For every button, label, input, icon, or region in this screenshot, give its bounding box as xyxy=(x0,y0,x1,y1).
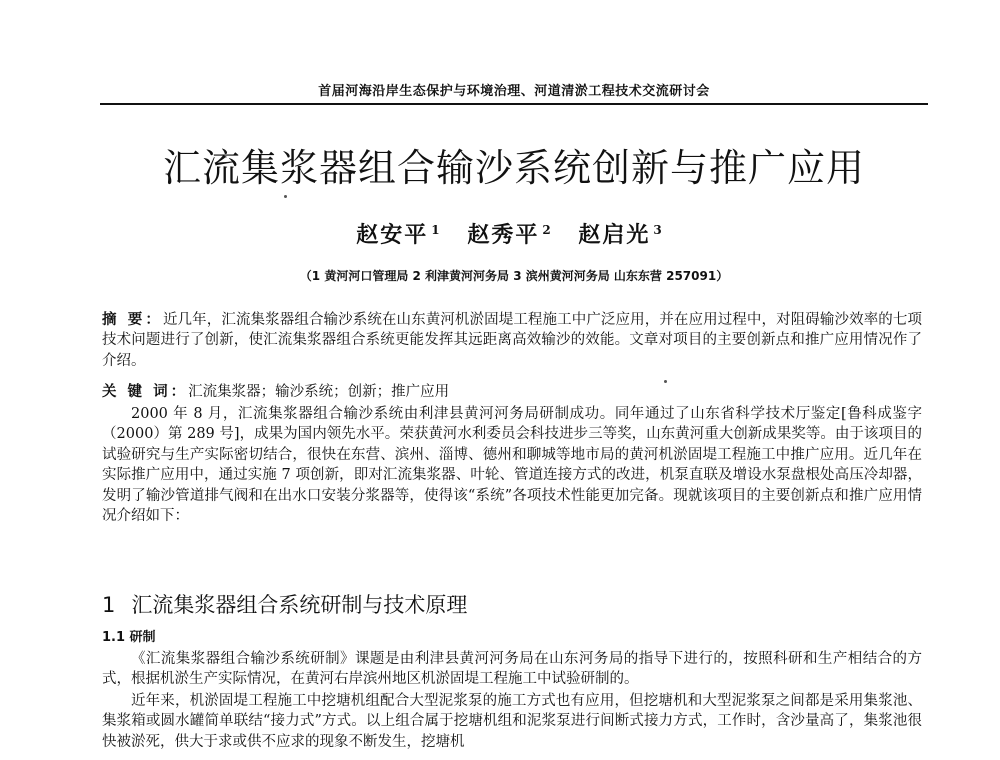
author-1 xyxy=(356,222,441,248)
author-affiliation-mark: 3 xyxy=(653,222,664,237)
paper-title: 汇流集浆器组合输沙系统创新与推广应用 xyxy=(162,146,865,190)
body-paragraph-2: 近年来，机淤固堤工程施工中挖塘机组配合大型泥浆泵的施工方式也有应用，但挖塘机和大型泥浆泵之间都是采用集浆池、集浆箱或圆水罐简单联结“接力式”方式。以上组合属于挖塘机组和泥浆泵进行间断式接力方式，工作时，含沙量高了，集浆池很快被淤死，供大于求或供不应求的现象不断发生，挖塘机 xyxy=(102,693,922,750)
author-affiliation-mark: 1 xyxy=(431,222,442,237)
running-header: 首届河海沿岸生态保护与环境治理、河道清淤工程技术交流研讨会 xyxy=(318,84,710,99)
abstract-label: 摘 要： xyxy=(102,312,163,328)
subsection-heading: 1.1 研制 xyxy=(102,630,156,645)
abstract xyxy=(102,310,922,371)
section-number: 1 xyxy=(102,593,116,617)
author-name: 赵秀平 xyxy=(467,222,540,248)
author-name: 赵安平 xyxy=(356,222,429,248)
keywords-text: 汇流集浆器；输沙系统；创新；推广应用 xyxy=(188,384,450,400)
scan-speck xyxy=(664,380,667,383)
author-2 xyxy=(467,222,552,248)
section-heading xyxy=(102,589,467,619)
affiliations: （1 黄河河口管理局 2 利津黄河河务局 3 滨州黄河河务局 山东东营 257091） xyxy=(299,269,729,283)
abstract-text: 近几年，汇流集浆器组合输沙系统在山东黄河机淤固堤工程施工中广泛应用，并在应用过程中，对阻碍输沙效率的七项技术问题进行了创新，使汇流集浆器组合系统更能发挥其远距离高效输沙的效能。文章对项目的主要创新点和推广应用情况作了介绍。 xyxy=(102,312,922,369)
keywords xyxy=(102,382,922,402)
section-title: 汇流集浆器组合系统研制与技术原理 xyxy=(131,593,468,617)
author-list xyxy=(300,218,720,249)
header-rule xyxy=(100,103,928,105)
keywords-label: 关 键 词： xyxy=(102,384,189,400)
body-paragraph-1: 《汇流集浆器组合输沙系统研制》课题是由利津县黄河河务局在山东河务局的指导下进行的，按照科研和生产相结合的方式，根据机淤生产实际情况，在黄河右岸滨州地区机淤固堤工程施工中试验研制的。 xyxy=(102,651,922,688)
author-name: 赵启光 xyxy=(578,222,651,248)
intro-paragraph: 2000 年 8 月，汇流集浆器组合输沙系统由利津县黄河河务局研制成功。同年通过了山东省科学技术厅鉴定[鲁科成鉴字（2000）第 289 号]，成果为国内领先水平。荣获黄河水利委员会科技进步三等奖，山东黄河重大创新成果奖等。由于该项目的试验研究与生产实际密切结合，很快在东营、滨州、淄博、德州和聊城等地市局的黄河机淤固堤工程施工中推广应用。近几年在实际推广应用中，通过实施 7 项创新，即对汇流集浆器、叶轮、管道连接方式的改进，机泵直联及增设水泵盘根处高压冷却器，发明了输沙管道排气阀和在出水口安装分浆器等，使得该“系统”各项技术性能更加完备。现就该项目的主要创新点和推广应用情况介绍如下： xyxy=(102,406,922,525)
scan-speck xyxy=(284,195,287,198)
author-3 xyxy=(578,222,663,248)
author-affiliation-mark: 2 xyxy=(542,222,553,237)
